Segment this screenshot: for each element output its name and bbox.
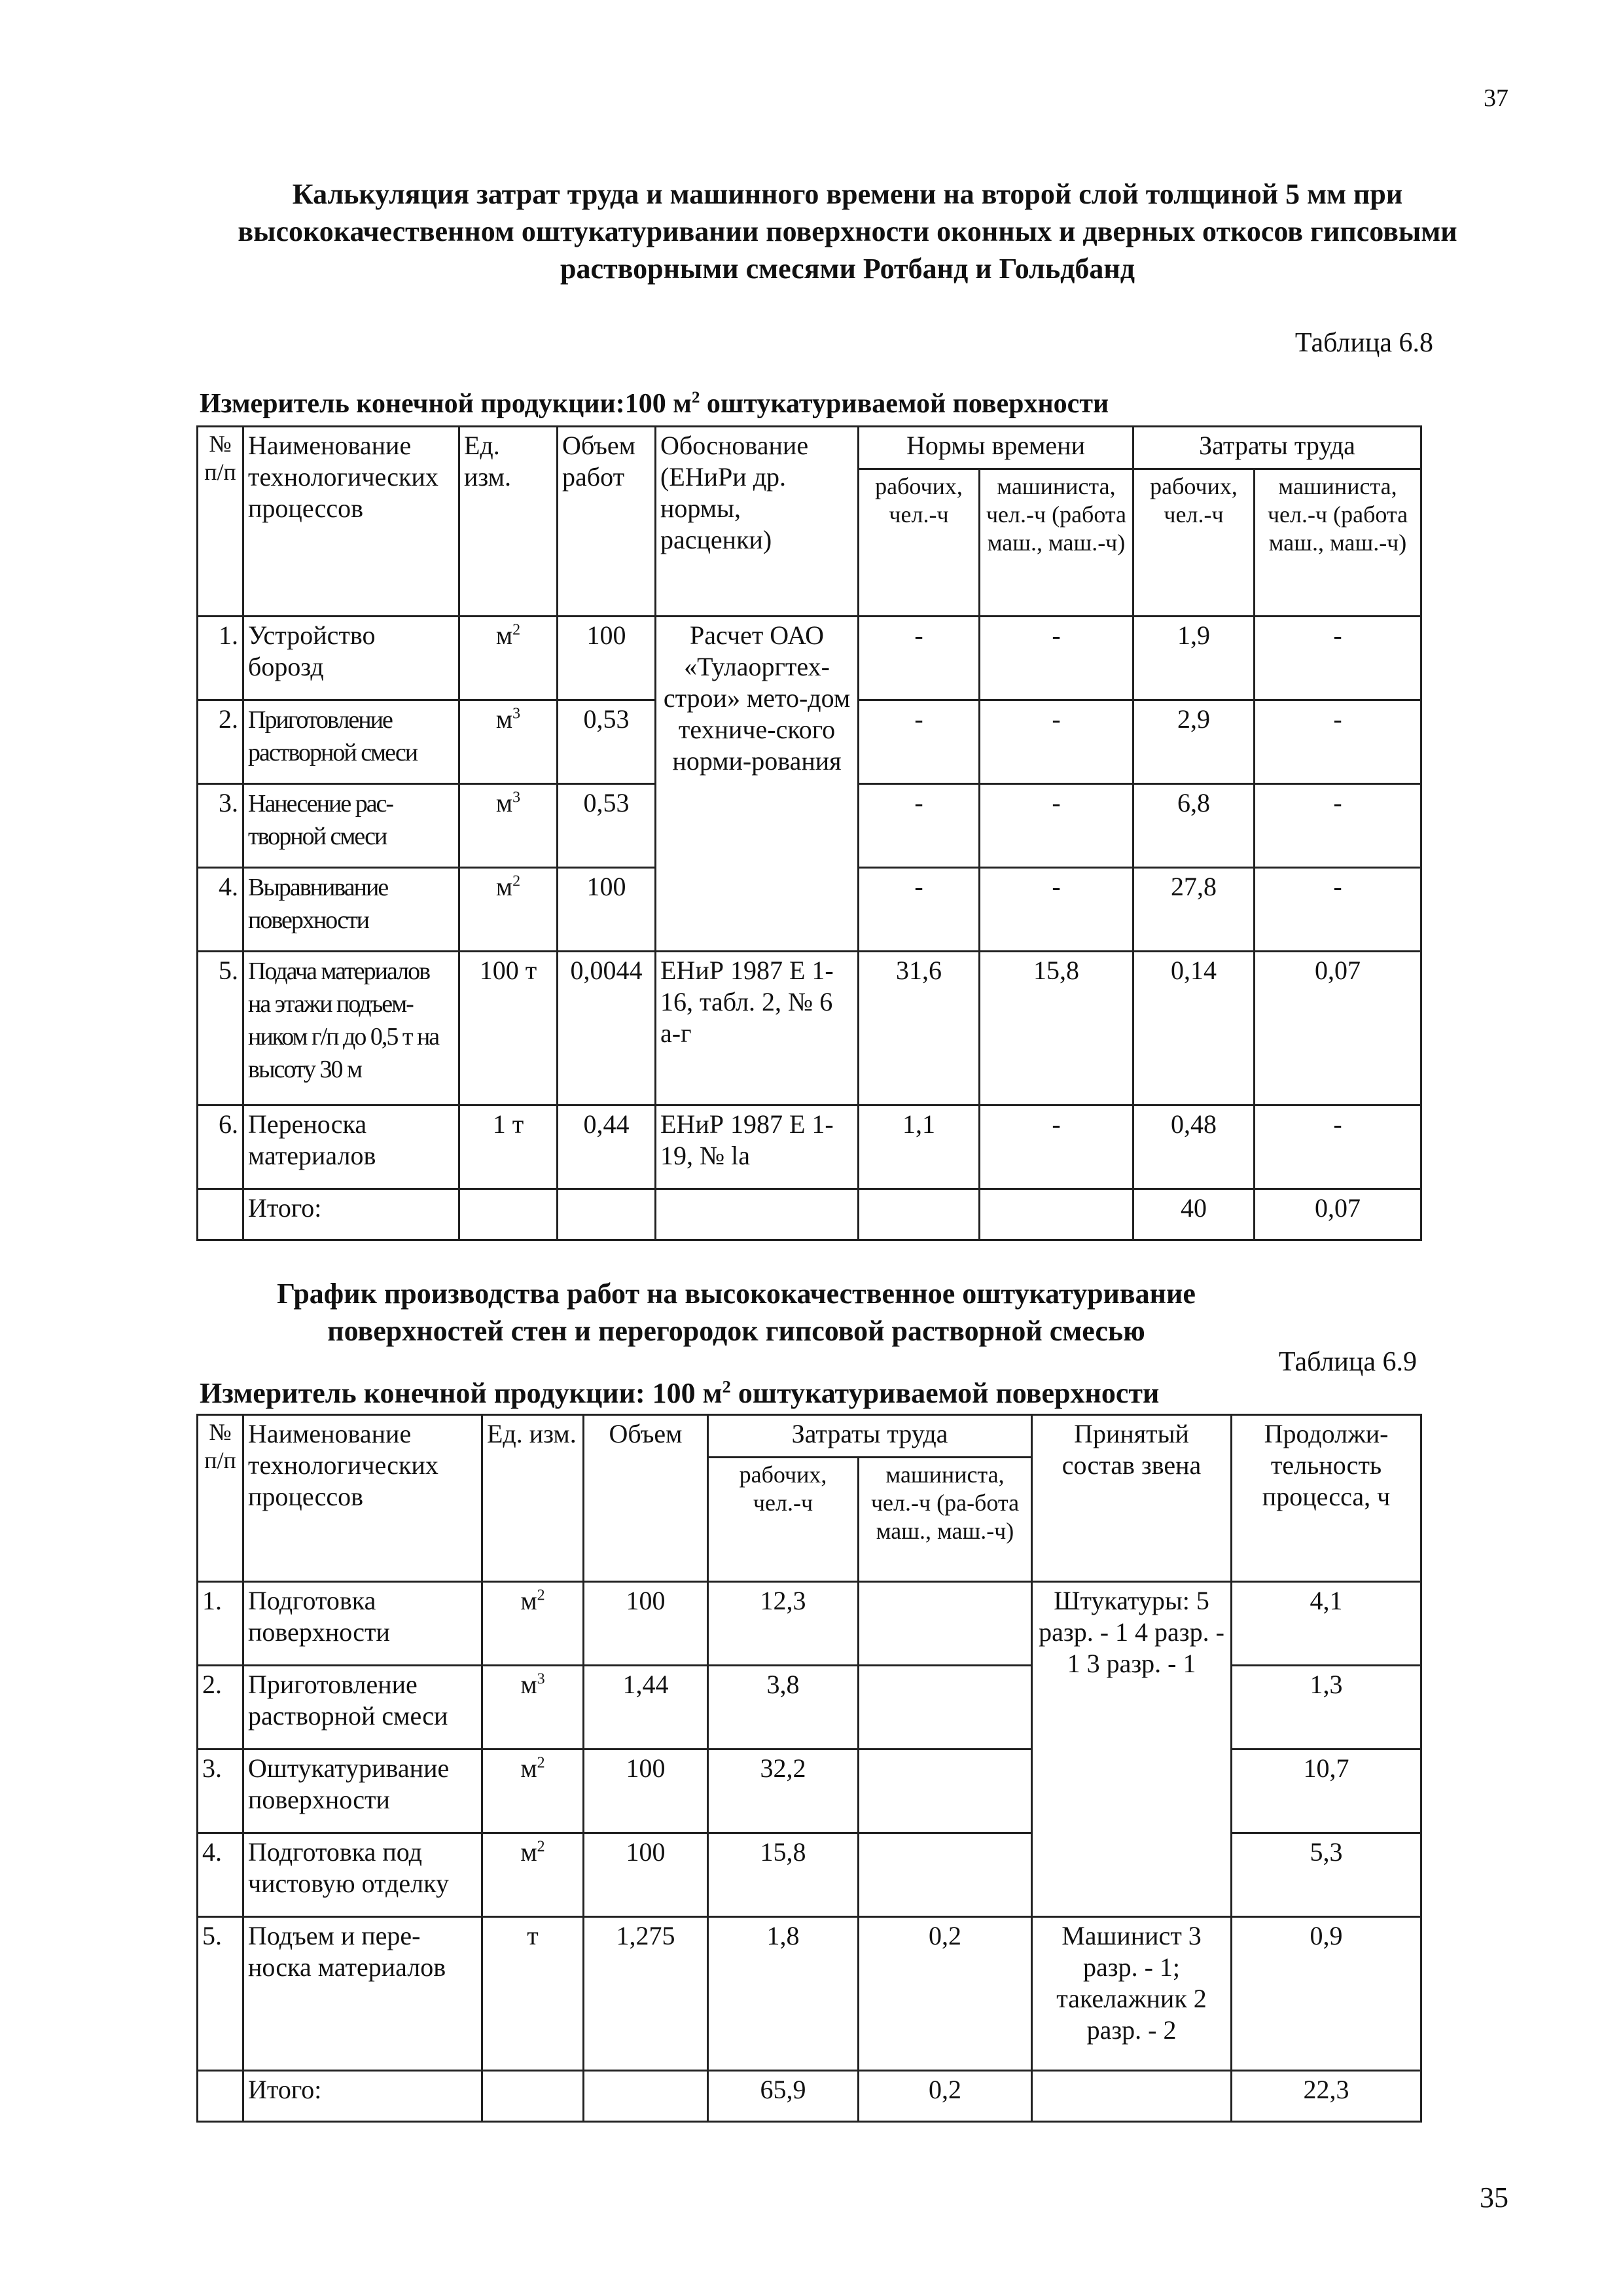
row-cost-w: 12,3 (708, 1582, 859, 1666)
row-name: Приготовление растворной смеси (243, 1666, 482, 1749)
row-cost-w: 1,8 (708, 1917, 859, 2071)
row-name: Подача материалов на этажи подъем-ником г/п до 0,5 т на высоту 30 м (243, 952, 459, 1105)
row-unit: $м^2$ (482, 1582, 584, 1666)
row-name: Устройство борозд (243, 617, 459, 700)
total-cost-m: 0,07 (1255, 1189, 1421, 1240)
row-name: Подъем и пере-носка материалов (243, 1917, 482, 2071)
row-cost-m: - (1255, 617, 1421, 700)
table-row (198, 1833, 1421, 1917)
row-volume: 100 (584, 1749, 708, 1833)
row-unit: $м^2$ (482, 1749, 584, 1833)
row-cost-w: 3,8 (708, 1666, 859, 1749)
row-unit: 1 т (459, 1105, 558, 1189)
row-cost-m: - (1255, 1105, 1421, 1189)
row-cost-m (859, 1749, 1032, 1833)
header-norm-machinist: машиниста, чел.-ч (работа маш., маш.-ч) (980, 469, 1133, 617)
section2-title: График производства работ на высококачественное оштукатуривание поверхностей стен и перегородок гипсовой растворной смесью (277, 1278, 1196, 1347)
table-total-row (198, 2071, 1421, 2122)
row-name: Оштукатуривание поверхности (243, 1749, 482, 1833)
row-duration: 0,9 (1232, 1917, 1421, 2071)
row-cost-m: - (1255, 784, 1421, 868)
table-row (198, 1582, 1421, 1666)
row-crew: Машинист 3 разр. - 1; такелажник 2 разр. - 2 (1032, 1917, 1232, 2071)
row-cost-w: 27,8 (1133, 868, 1255, 952)
table-6-9-label: Таблица 6.9 (1278, 1347, 1417, 1377)
header-cost-workers: рабочих, чел.-ч (708, 1458, 859, 1582)
row-volume: 100 (558, 617, 656, 700)
header-name: Наименование технологических процессов (243, 427, 459, 617)
row-cost-w: 0,48 (1133, 1105, 1255, 1189)
header-duration: Продолжи-тельность процесса, ч (1232, 1415, 1421, 1582)
row-norm-m: 15,8 (980, 952, 1133, 1105)
total-label: Итого: (243, 2071, 482, 2122)
header-basis: Обоснование (ЕНиРи др. нормы, расценки) (656, 427, 859, 617)
row-name: Нанесение рас-творной смеси (243, 784, 459, 868)
row-norm-w: - (859, 700, 980, 784)
row-cost-w: 32,2 (708, 1749, 859, 1833)
table-6-8-label: Таблица 6.8 (1294, 328, 1433, 358)
row-norm-m: - (980, 868, 1133, 952)
row-name: Подготовка под чистовую отделку (243, 1833, 482, 1917)
table-total-row (198, 1189, 1421, 1240)
row-norm-m: - (980, 700, 1133, 784)
row-name: Приготовление растворной смеси (243, 700, 459, 784)
header-num: № п/п (198, 1415, 243, 1582)
row-cost-m: 0,2 (859, 1917, 1032, 2071)
total-label: Итого: (243, 1189, 459, 1240)
header-volume: Объем работ (558, 427, 656, 617)
row-volume: 0,53 (558, 700, 656, 784)
total-cost-w: 40 (1133, 1189, 1255, 1240)
header-crew: Принятый состав звена (1032, 1415, 1232, 1582)
total-duration: 22,3 (1232, 2071, 1421, 2122)
row-norm-w: 1,1 (859, 1105, 980, 1189)
row-num: 2. (198, 1666, 243, 1749)
table-row (198, 1105, 1421, 1189)
row-num: 6. (198, 1105, 243, 1189)
header-volume: Объем (584, 1415, 708, 1582)
row-cost-m: - (1255, 868, 1421, 952)
row-unit: $м^3$ (482, 1666, 584, 1749)
row-cost-w: 1,9 (1133, 617, 1255, 700)
row-cost-m (859, 1833, 1032, 1917)
page-number-top: 37 (1484, 84, 1508, 112)
table-6-9-meter: Измеритель конечной продукции: 100 $м^2$ оштукатуриваемой поверхности (200, 1376, 1160, 1409)
table-6-8 (196, 425, 1422, 1241)
row-volume: 0,0044 (558, 952, 656, 1105)
total-cost-w: 65,9 (708, 2071, 859, 2122)
row-num: 3. (198, 784, 243, 868)
row-num: 5. (198, 1917, 243, 2071)
table-row (198, 1917, 1421, 2071)
header-cost-machinist: машиниста, чел.-ч (ра-бота маш., маш.-ч) (859, 1458, 1032, 1582)
table-6-8-meter: Измеритель конечной продукции:100 $м^2$ оштукатуриваемой поверхности (200, 389, 1109, 419)
row-norm-w: - (859, 868, 980, 952)
header-num: № п/п (198, 427, 243, 617)
row-norm-m: - (980, 617, 1133, 700)
row-num: 1. (198, 1582, 243, 1666)
row-cost-w: 6,8 (1133, 784, 1255, 868)
row-volume: 1,44 (584, 1666, 708, 1749)
row-volume: 0,44 (558, 1105, 656, 1189)
header-norms: Нормы времени (859, 427, 1133, 469)
header-costs: Затраты труда (708, 1415, 1032, 1458)
page-number-bottom: 35 (1480, 2181, 1508, 2214)
header-name: Наименование технологических процессов (243, 1415, 482, 1582)
row-name: Переноска материалов (243, 1105, 459, 1189)
header-unit: Ед. изм. (459, 427, 558, 617)
row-unit: $м^2$ (482, 1833, 584, 1917)
merged-crew: Штукатуры: 5 разр. - 1 4 разр. - 1 3 разр. - 1 (1032, 1582, 1232, 1917)
row-unit: 100 т (459, 952, 558, 1105)
row-cost-m (859, 1666, 1032, 1749)
row-num: 5. (198, 952, 243, 1105)
row-norm-w: - (859, 617, 980, 700)
merged-basis: Расчет ОАО «Тулаоргтех-строи» мето-дом техниче-ского норми-рования (656, 617, 859, 952)
row-volume: 100 (584, 1833, 708, 1917)
table-row (198, 952, 1421, 1105)
row-basis: ЕНиР 1987 Е 1-16, табл. 2, № 6 а-г (656, 952, 859, 1105)
row-duration: 10,7 (1232, 1749, 1421, 1833)
row-num: 2. (198, 700, 243, 784)
row-num: 1. (198, 617, 243, 700)
table-6-9 (196, 1414, 1422, 2123)
total-cost-m: 0,2 (859, 2071, 1032, 2122)
row-cost-w: 2,9 (1133, 700, 1255, 784)
row-cost-w: 15,8 (708, 1833, 859, 1917)
row-norm-w: - (859, 784, 980, 868)
row-num: 4. (198, 1833, 243, 1917)
table-row (198, 617, 1421, 700)
row-unit: т (482, 1917, 584, 2071)
row-unit: $м^2$ (459, 617, 558, 700)
row-unit: $м^3$ (459, 700, 558, 784)
row-duration: 4,1 (1232, 1582, 1421, 1666)
row-unit: $м^2$ (459, 868, 558, 952)
header-unit: Ед. изм. (482, 1415, 584, 1582)
row-volume: 1,275 (584, 1917, 708, 2071)
row-volume: 100 (558, 868, 656, 952)
row-basis: ЕНиР 1987 Е 1-19, № la (656, 1105, 859, 1189)
row-unit: $м^3$ (459, 784, 558, 868)
row-num: 3. (198, 1749, 243, 1833)
section1-title: Калькуляция затрат труда и машинного времени на второй слой толщиной 5 мм при высококачественном оштукатуривании поверхности оконных и дверных откосов гипсовыми растворными смесями Ротбанд и Гольдбанд (238, 178, 1457, 285)
row-cost-m (859, 1582, 1032, 1666)
header-costs: Затраты труда (1133, 427, 1421, 469)
header-cost-workers: рабочих, чел.-ч (1133, 469, 1255, 617)
row-norm-w: 31,6 (859, 952, 980, 1105)
row-duration: 5,3 (1232, 1833, 1421, 1917)
row-norm-m: - (980, 1105, 1133, 1189)
row-num: 4. (198, 868, 243, 952)
table-row (198, 1666, 1421, 1749)
table-row (198, 1749, 1421, 1833)
row-cost-w: 0,14 (1133, 952, 1255, 1105)
row-volume: 100 (584, 1582, 708, 1666)
row-name: Подготовка поверхности (243, 1582, 482, 1666)
row-name: Выравнивание поверхности (243, 868, 459, 952)
header-norm-workers: рабочих, чел.-ч (859, 469, 980, 617)
row-norm-m: - (980, 784, 1133, 868)
row-duration: 1,3 (1232, 1666, 1421, 1749)
row-cost-m: - (1255, 700, 1421, 784)
header-cost-machinist: машиниста, чел.-ч (работа маш., маш.-ч) (1255, 469, 1421, 617)
row-volume: 0,53 (558, 784, 656, 868)
row-cost-m: 0,07 (1255, 952, 1421, 1105)
